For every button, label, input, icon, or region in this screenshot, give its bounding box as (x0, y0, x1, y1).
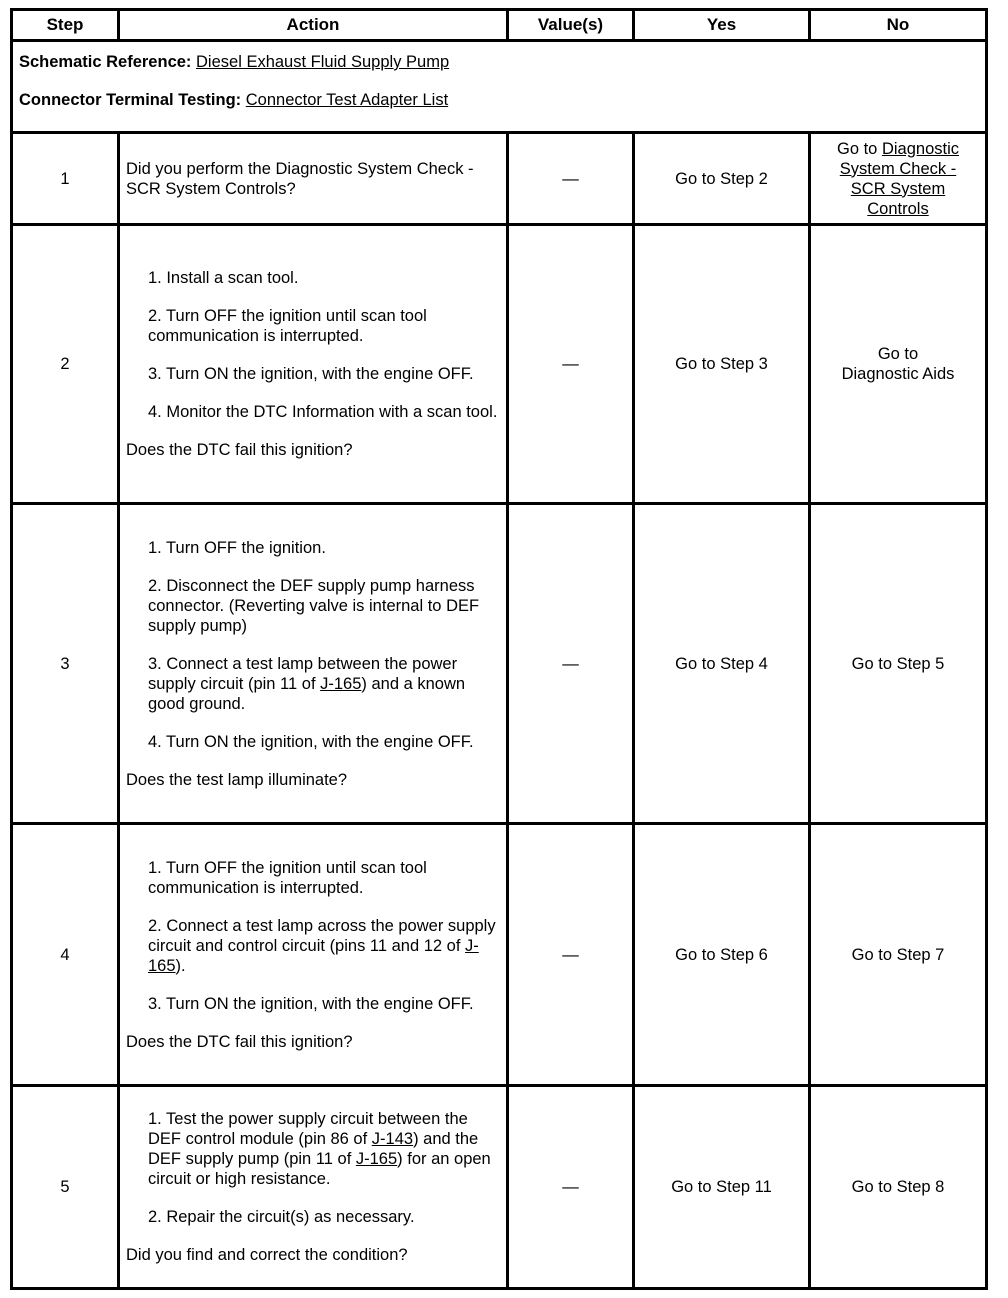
step-number: 1 (12, 133, 119, 225)
yes-cell: Go to Step 3 (634, 225, 810, 504)
action-steps (126, 538, 500, 752)
action-steps (126, 858, 500, 1014)
diagnostic-table (10, 8, 988, 1290)
action-question: Does the DTC fail this ignition? (126, 441, 353, 459)
schematic-reference-label: Schematic Reference: (19, 53, 192, 71)
action-step-item (148, 1109, 500, 1189)
action-step-text: ) and the DEF supply pump (pin 11 of (148, 1130, 479, 1168)
action-step-item: 3. Turn ON the ignition, with the engine OFF. (148, 994, 474, 1013)
step-number: 4 (12, 824, 119, 1086)
action-step-item: 3. Turn ON the ignition, with the engine OFF. (148, 365, 474, 383)
value-cell: — (508, 504, 634, 824)
action-question: Does the DTC fail this ignition? (126, 1032, 353, 1051)
header-values: Value(s) (508, 10, 634, 41)
j165-link[interactable]: J-165 (148, 936, 479, 975)
connector-testing-label: Connector Terminal Testing: (19, 91, 242, 109)
reference-cell (12, 41, 987, 133)
action-step-item (148, 916, 500, 976)
step-row-3 (12, 504, 987, 824)
action-steps (126, 1109, 500, 1227)
diagnostic-system-check-link[interactable]: Diagnostic System Check - SCR System Controls (839, 139, 959, 218)
step-row-2 (12, 225, 987, 504)
action-step-item: 2. Repair the circuit(s) as necessary. (148, 1208, 415, 1226)
action-step-text: ) for an open circuit or high resistance. (148, 1150, 491, 1188)
action-step-item: 2. Turn OFF the ignition until scan tool communication is interrupted. (148, 307, 427, 345)
value-cell: — (508, 824, 634, 1086)
header-no: No (810, 10, 987, 41)
action-step-item: 1. Turn OFF the ignition. (148, 538, 326, 557)
no-cell (810, 133, 987, 225)
step-number: 5 (12, 1086, 119, 1289)
step-number: 2 (12, 225, 119, 504)
yes-cell: Go to Step 11 (634, 1086, 810, 1289)
no-prefix: Go to (837, 139, 878, 158)
header-step: Step (12, 10, 119, 41)
action-cell (119, 504, 508, 824)
action-step-text: ). (175, 956, 186, 975)
action-step-item: 2. Disconnect the DEF supply pump harness connector. (Reverting valve is internal to DEF supply pump) (148, 576, 480, 635)
schematic-reference (19, 52, 979, 72)
action-step-item: 4. Monitor the DTC Information with a scan tool. (148, 403, 498, 421)
header-action: Action (119, 10, 508, 41)
action-question: Does the test lamp illuminate? (126, 770, 348, 789)
j143-link[interactable]: J-143 (371, 1130, 414, 1148)
action-cell (119, 133, 508, 225)
schematic-reference-link[interactable]: Diesel Exhaust Fluid Supply Pump (196, 53, 450, 71)
reference-row (12, 41, 987, 133)
no-cell (810, 225, 987, 504)
action-step-item: 4. Turn ON the ignition, with the engine OFF. (148, 732, 474, 751)
action-cell (119, 824, 508, 1086)
action-step-item: 1. Turn OFF the ignition until scan tool communication is interrupted. (148, 858, 427, 897)
action-cell (119, 225, 508, 504)
no-cell: Go to Step 7 (810, 824, 987, 1086)
yes-cell: Go to Step 2 (634, 133, 810, 225)
connector-terminal-testing (19, 90, 979, 110)
action-question: Did you find and correct the condition? (126, 1246, 408, 1264)
j165-link[interactable]: J-165 (320, 674, 362, 693)
header-row (12, 10, 987, 41)
action-step-text: ) and a known good ground. (148, 674, 466, 713)
action-step-item (148, 654, 500, 714)
action-step-item: 1. Install a scan tool. (148, 269, 299, 287)
step-row-1 (12, 133, 987, 225)
value-cell: — (508, 1086, 634, 1289)
action-cell (119, 1086, 508, 1289)
step-row-5 (12, 1086, 987, 1289)
yes-cell: Go to Step 4 (634, 504, 810, 824)
no-prefix: Go to (877, 345, 919, 363)
yes-cell: Go to Step 6 (634, 824, 810, 1086)
value-cell: — (508, 225, 634, 504)
no-target: Diagnostic Aids (841, 365, 955, 383)
connector-testing-link[interactable]: Connector Test Adapter List (245, 91, 449, 109)
step-row-4 (12, 824, 987, 1086)
action-step-text: 2. Connect a test lamp across the power supply circuit and control circuit (pins 11 and 12 of (148, 916, 496, 955)
j165-link[interactable]: J-165 (355, 1150, 398, 1168)
action-steps (126, 268, 500, 422)
value-cell: — (508, 133, 634, 225)
step-number: 3 (12, 504, 119, 824)
header-yes: Yes (634, 10, 810, 41)
action-step-text: 1. Test the power supply circuit between the DEF control module (pin 86 of (148, 1110, 468, 1148)
no-cell: Go to Step 5 (810, 504, 987, 824)
action-question: Did you perform the Diagnostic System Check - SCR System Controls? (126, 159, 474, 198)
action-step-text: 3. Connect a test lamp between the power supply circuit (pin 11 of (148, 654, 458, 693)
no-cell: Go to Step 8 (810, 1086, 987, 1289)
